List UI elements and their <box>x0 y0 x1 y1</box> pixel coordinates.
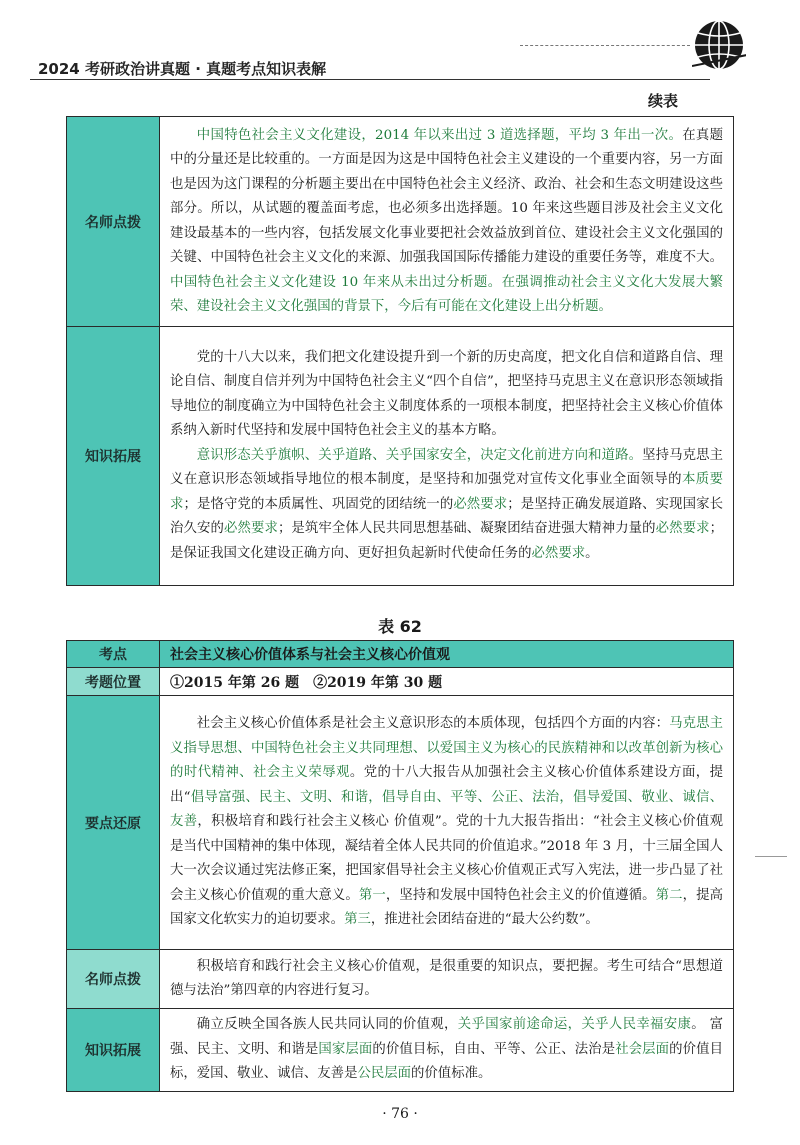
table-row <box>67 696 734 950</box>
text-segment: ，提高国家文化软实力的迫切要求。 <box>170 887 724 928</box>
text-segment: 意识形态关乎旗帜、关乎道路、关乎国家安全，决定文化前进方向和道路。 <box>196 447 643 463</box>
text-segment: 的价值目标，爱国、敬业、诚信、友善是 <box>170 1041 724 1081</box>
text-segment: ；是筑牢全体人民共同思想基础、凝聚团结奋进强大精神力量的 <box>277 521 656 537</box>
yaodian-label: 要点还原 <box>67 696 160 950</box>
text-segment: 必然要求 <box>531 545 586 561</box>
text-segment: 。 <box>585 545 599 561</box>
text-segment: 本质要求 <box>170 472 724 512</box>
zhishi-label-2: 知识拓展 <box>67 1009 160 1092</box>
text-segment: 第三 <box>344 912 371 928</box>
text-segment: ，推进社会团结奋进的“最大公约数”。 <box>370 912 599 928</box>
kaodian-value: 社会主义核心价值体系与社会主义核心价值观 <box>160 641 734 668</box>
text-segment: 的价值目标，自由、平等、公正、法治是 <box>372 1041 616 1057</box>
yaodian-paragraph <box>170 712 723 933</box>
text-segment: 。 富强、民主、文明、和谐是 <box>170 1017 723 1057</box>
zhishi-content-2 <box>160 1009 734 1092</box>
text-segment: 必然要求 <box>453 496 508 512</box>
yaodian-content <box>160 696 734 950</box>
table-row <box>67 641 734 668</box>
mingshi-content <box>160 117 734 327</box>
table-row <box>67 327 734 586</box>
text-segment: 坚持马克思主义在意识形态领域指导地位的根本制度，是坚持和加强党对宣传文化事业全面领导的 <box>170 447 724 488</box>
mingshi-paragraph-2: 积极培育和践行社会主义核心价值观，是很重要的知识点，要把握。考生可结合“思想道德与法治”第四章的内容进行复习。 <box>170 958 723 998</box>
position-value: ①2015 年第 26 题 ②2019 年第 30 题 <box>160 668 734 696</box>
header-title: 2024 考研政治讲真题 · 真题考点知识表解 <box>38 60 327 78</box>
mingshi-content-2 <box>160 950 734 1009</box>
text-segment: 党的十八大以来，我们把文化建设提升到一个新的历史高度，把文化自信和道路自信、理论自信、制度自信并列为中国特色社会主义“四个自信”，把坚持马克思主义在意识形态领域指导地位的制度确立为中国特色社会主义制度体系的一项根本制度，把坚持社会主义核心价值体系纳入新时代坚持和发展中国特色社会主义的基本方略。 <box>170 349 723 439</box>
text-segment: 公民层面 <box>357 1066 412 1081</box>
page-number: · 76 · <box>382 1106 418 1122</box>
globe-icon <box>692 18 746 72</box>
text-segment: ；是恪守党的本质属性、巩固党的团结统一的 <box>183 496 454 512</box>
text-segment: 关乎国家前途命运，关乎人民幸福安康 <box>457 1017 692 1032</box>
mingshi-paragraph <box>170 124 723 320</box>
text-segment: 倡导富强、民主、文明、和谐，倡导自由、平等、公正、法治，倡导爱国、敬业、诚信、友善 <box>170 789 723 830</box>
continued-table <box>66 116 734 586</box>
continued-label: 续表 <box>648 92 679 110</box>
header-dashed-line <box>520 45 690 46</box>
text-segment: 中国特色社会主义文化建设，2014 年以来出过 3 道选择题，平均 3 年出一次。 <box>196 127 683 143</box>
zhishi-paragraph-2 <box>170 444 723 567</box>
text-segment: 马克思主义指导思想、中国特色社会主义共同理想、以爱国主义为核心的民族精神和以改革创新为核心的时代精神、社会主义荣辱观 <box>170 716 724 781</box>
zhishi-paragraph-3 <box>170 1013 723 1087</box>
table-row <box>67 1009 734 1092</box>
table-row <box>67 950 734 1009</box>
margin-mark <box>755 856 787 857</box>
row-label-zhishi: 知识拓展 <box>67 327 160 586</box>
table-row <box>67 668 734 696</box>
zhishi-paragraph-1 <box>170 346 723 444</box>
zhishi-content <box>160 327 734 586</box>
text-segment: ，积极培育和践行社会主义核心 价值观”。党的十九大报告指出：“社会主义核心价值观是当代中国精神的集中体现，凝结着全体人民共同的价值追求。”2018 年 3 月，十三届全国人大一次会议通过宪法修正案，把国家倡导社会主义核心价值观正式写入宪法，进一步凸显了社会主义核心价值观的重大意义。 <box>170 814 723 903</box>
text-segment: ；是坚持正确发展道路、实现国家长治久安的 <box>170 496 724 537</box>
text-segment: 中国特色社会主义文化建设 10 年来从未出过分析题。在强调推动社会主义文化大发展大繁荣、建设社会主义文化强国的背景下，今后有可能在文化建设上出分析题。 <box>170 274 723 314</box>
text-segment: 必然要求 <box>223 521 278 537</box>
text-segment: 第二 <box>655 887 683 903</box>
table-62-title: 表 62 <box>378 617 422 636</box>
table-row <box>67 117 734 327</box>
kaodian-label: 考点 <box>67 641 160 668</box>
text-segment: 社会层面 <box>615 1041 670 1057</box>
page-header <box>0 0 800 110</box>
table-62 <box>66 640 734 1092</box>
header-rule <box>30 79 710 80</box>
row-label-mingshi: 名师点拨 <box>67 117 160 327</box>
text-segment: 社会主义核心价值体系是社会主义意识形态的本质体现，包括四个方面的内容： <box>196 716 670 732</box>
text-segment: 国家层面 <box>318 1041 373 1057</box>
text-segment: ；是保证我国文化建设正确方向、更好担负起新时代使命任务的 <box>170 521 724 561</box>
text-segment: 第一 <box>358 887 386 903</box>
text-segment: ，坚持和发展中国特色社会主义的价值遵循。 <box>385 887 656 903</box>
mingshi-label-2: 名师点拨 <box>67 950 160 1009</box>
text-segment: 的价值标准。 <box>411 1066 492 1081</box>
text-segment: 必然要求 <box>655 521 710 537</box>
position-label: 考题位置 <box>67 668 160 696</box>
text-segment: 确立反映全国各族人民共同认同的价值观， <box>196 1017 458 1032</box>
text-segment: 在真题中的分量还是比较重的。一方面是因为这是中国特色社会主义建设的一个重要内容，另一方面也是因为这门课程的分析题主要出在中国特色社会主义经济、政治、社会和生态文明建设这些部分。所以，从试题的覆盖面考虑，也必须多出选择题。10 年来这些题目涉及社会主义文化建设最基本的一些内容，包括发展文化事业要把社会效益放到首位、建设社会主义文化强国的关键、中国特色社会主义文化的来源、加强我国国际传播能力建设的重要任务等，难度不大。 <box>170 127 724 265</box>
text-segment: 。党的十八大报告从加强社会主义核心价值体系建设方面，提出“ <box>170 765 724 805</box>
